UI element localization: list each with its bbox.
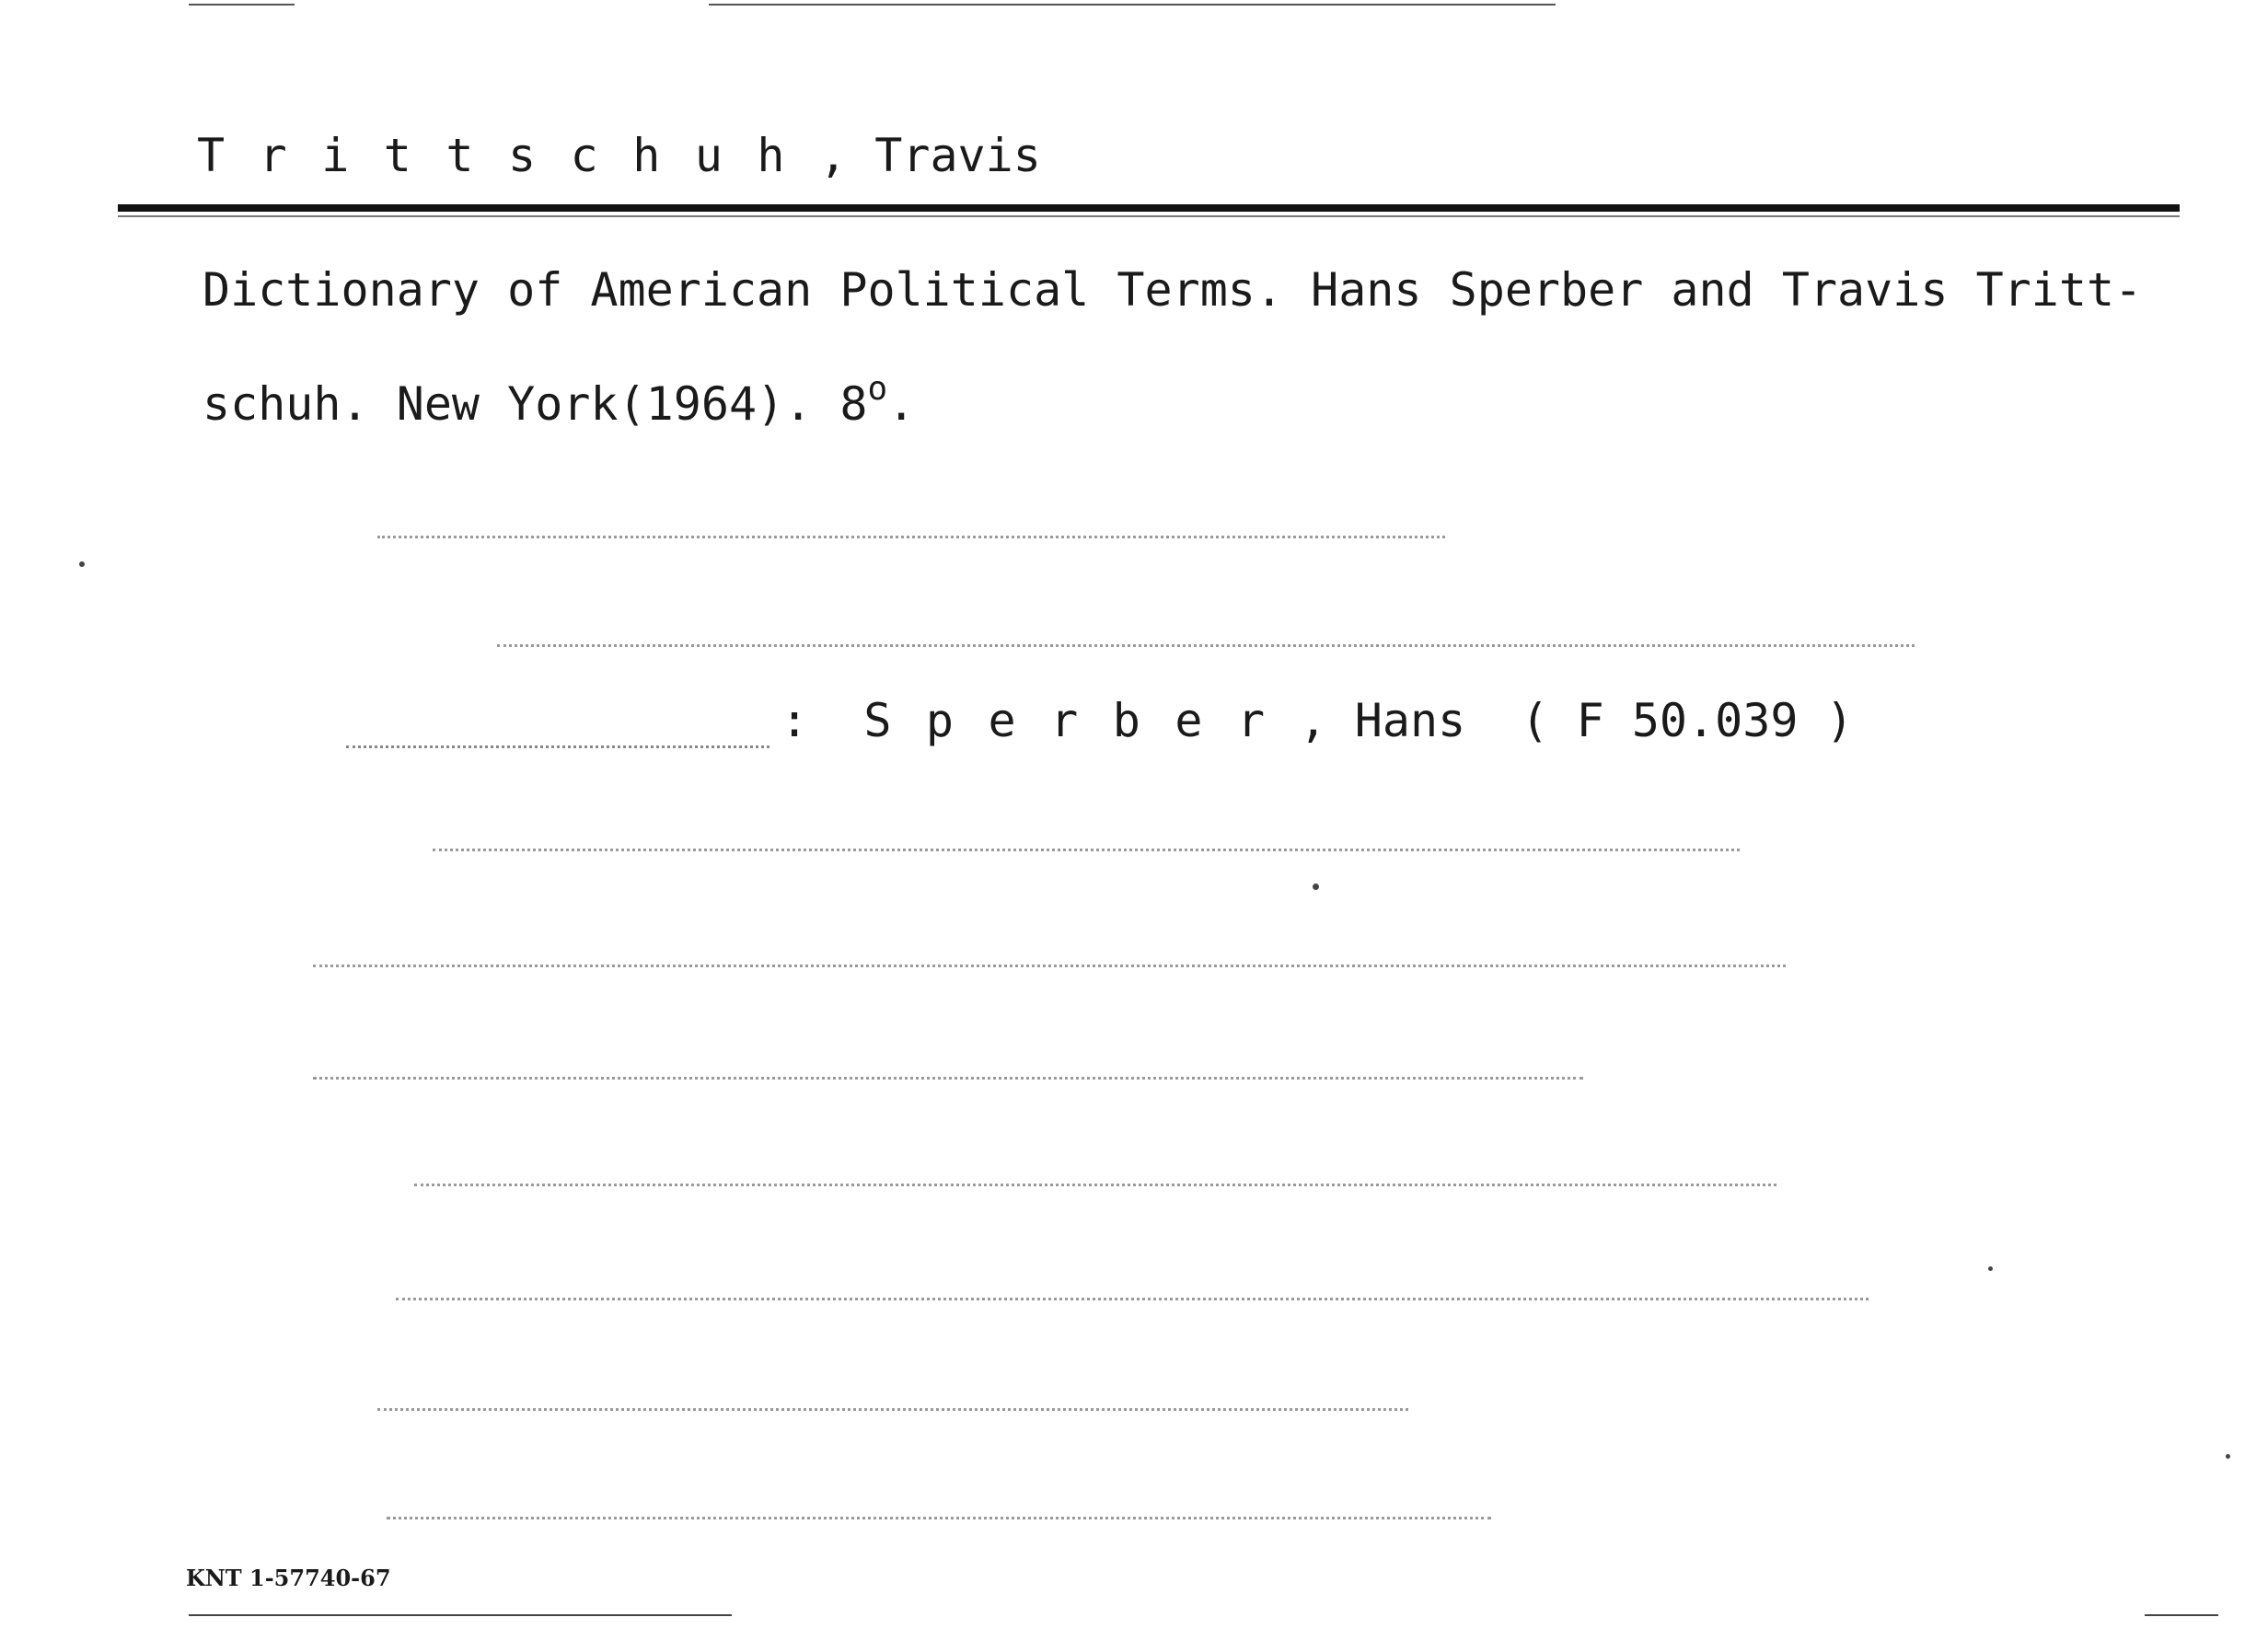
top-rule-left <box>189 4 295 6</box>
ruled-line <box>313 1077 1583 1080</box>
ruled-line <box>313 965 1786 967</box>
title-line-2 <box>202 370 916 431</box>
ruled-line <box>387 1517 1491 1519</box>
added-entry-given-name: Hans <box>1354 694 1466 747</box>
bottom-rule-right <box>2145 1614 2218 1616</box>
ink-speck <box>1313 884 1319 890</box>
author-heading <box>197 129 1041 182</box>
added-entry-surname: Sperber <box>863 694 1300 747</box>
ink-speck <box>1988 1266 1993 1271</box>
author-surname: Trittschuh <box>197 129 820 182</box>
bottom-rule-left <box>189 1614 732 1616</box>
footer-print-code: KNT 1-57740-67 <box>186 1565 391 1591</box>
imprint-end: . <box>887 377 916 431</box>
author-given-name: Travis <box>874 129 1041 182</box>
top-rule-center <box>709 4 1556 6</box>
heading-rule-shadow <box>118 215 2180 217</box>
added-entry-colon: : <box>781 694 809 747</box>
title-line-1: Dictionary of American Political Terms. Hans Sperber and Travis Tritt- <box>202 263 2143 317</box>
ink-speck <box>79 561 85 567</box>
added-entry-separator: , <box>1299 694 1327 747</box>
ruled-line <box>414 1184 1776 1186</box>
heading-rule <box>118 204 2180 212</box>
ruled-line <box>497 644 1915 647</box>
ruled-line <box>377 1408 1408 1411</box>
ruled-line <box>377 536 1445 538</box>
added-entry <box>781 694 1854 747</box>
ink-speck <box>2226 1454 2230 1459</box>
format-superscript: o <box>867 370 888 408</box>
added-entry-leader <box>346 745 770 748</box>
author-separator: , <box>819 129 848 182</box>
ruled-line <box>433 849 1740 851</box>
imprint-text: schuh. New York(1964). 8 <box>202 377 868 431</box>
ruled-line <box>396 1298 1869 1300</box>
call-number: ( F 50.039 ) <box>1521 694 1854 747</box>
